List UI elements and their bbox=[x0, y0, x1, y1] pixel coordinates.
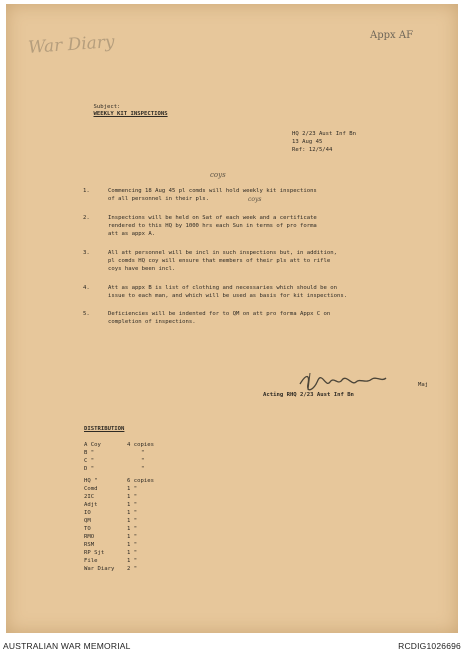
distribution-quantity: " bbox=[141, 458, 145, 464]
distribution-recipient: A Coy bbox=[84, 442, 101, 448]
distribution-quantity: 1 " bbox=[127, 494, 138, 500]
subject-line bbox=[80, 97, 168, 125]
footer-item-id: RCDIG1026696 bbox=[398, 641, 461, 651]
war-diary-handwritten: War Diary bbox=[27, 32, 116, 58]
paragraph-number: 5. bbox=[83, 311, 90, 317]
distribution-quantity: 1 " bbox=[127, 526, 138, 532]
distribution-quantity: 1 " bbox=[127, 502, 138, 508]
appendix-handwritten: Appx AF bbox=[370, 30, 414, 41]
paragraph-1-annotation-2: coys bbox=[248, 196, 262, 203]
paragraph-line: rendered to this HQ by 1000 hrs each Sun in terms of pro forma bbox=[108, 223, 317, 229]
paragraph-line: coys have been incl. bbox=[108, 266, 176, 272]
paragraph-number: 3. bbox=[83, 250, 90, 256]
distribution-quantity: 2 " bbox=[127, 566, 138, 572]
reference-unit: HQ 2/23 Aust Inf Bn bbox=[292, 131, 356, 137]
distribution-recipient: IO bbox=[84, 510, 91, 516]
paragraph-1-annotation: coys bbox=[210, 171, 226, 179]
reference-ref: Ref: 12/5/44 bbox=[292, 147, 333, 153]
paragraph-line: issue to each man, and which will be used as basis for kit inspections. bbox=[108, 293, 348, 299]
distribution-recipient: B " bbox=[84, 450, 95, 456]
paragraph-number: 4. bbox=[83, 285, 90, 291]
distribution-quantity: 1 " bbox=[127, 542, 138, 548]
distribution-recipient: D " bbox=[84, 466, 95, 472]
distribution-recipient: RSM bbox=[84, 542, 95, 548]
distribution-quantity: 4 copies bbox=[127, 442, 154, 448]
footer-credit: AUSTRALIAN WAR MEMORIAL bbox=[3, 641, 131, 651]
paragraph-line: Deficiencies will be indented for to QM on att pro forma Appx C on bbox=[108, 311, 331, 317]
subject-label: Subject: bbox=[93, 104, 121, 110]
distribution-quantity: 1 " bbox=[127, 534, 138, 540]
distribution-recipient: RMO bbox=[84, 534, 95, 540]
paragraph-line: Att as appx B is list of clothing and necessaries which should be on bbox=[108, 285, 338, 291]
distribution-quantity: 1 " bbox=[127, 518, 138, 524]
paragraph-line: Commencing 18 Aug 45 pl comds will hold weekly kit inspections bbox=[108, 188, 317, 194]
paragraph-line: att as appx A. bbox=[108, 231, 156, 237]
signature-rank: Maj bbox=[418, 382, 429, 388]
paragraph-line: completion of inspections. bbox=[108, 319, 196, 325]
distribution-quantity: 1 " bbox=[127, 486, 138, 492]
distribution-recipient: Comd bbox=[84, 486, 98, 492]
distribution-quantity: 1 " bbox=[127, 550, 138, 556]
reference-date: 13 Aug 45 bbox=[292, 139, 323, 145]
signature-title: Acting RHQ 2/23 Aust Inf Bn bbox=[263, 392, 354, 398]
distribution-recipient: HQ " bbox=[84, 478, 98, 484]
paragraph-number: 1. bbox=[83, 188, 90, 194]
subject-value: WEEKLY KIT INSPECTIONS bbox=[93, 111, 168, 117]
paragraph-line: pl comds HQ coy will ensure that members of their pls att to rifle bbox=[108, 258, 331, 264]
distribution-quantity: " bbox=[141, 466, 145, 472]
distribution-quantity: 1 " bbox=[127, 510, 138, 516]
distribution-recipient: TO bbox=[84, 526, 91, 532]
distribution-heading: DISTRIBUTION bbox=[84, 426, 125, 432]
document-page bbox=[6, 4, 458, 633]
signature-icon bbox=[296, 370, 388, 392]
distribution-recipient: C " bbox=[84, 458, 95, 464]
distribution-recipient: File bbox=[84, 558, 98, 564]
distribution-recipient: War Diary bbox=[84, 566, 115, 572]
distribution-quantity: 1 " bbox=[127, 558, 138, 564]
paragraph-line: All att personnel will be incl in such inspections but, in addition, bbox=[108, 250, 338, 256]
distribution-recipient: 2IC bbox=[84, 494, 95, 500]
distribution-recipient: Adjt bbox=[84, 502, 98, 508]
paragraph-number: 2. bbox=[83, 215, 90, 221]
distribution-recipient: QM bbox=[84, 518, 91, 524]
paragraph-line: Inspections will be held on Sat of each week and a certificate bbox=[108, 215, 317, 221]
distribution-quantity: 6 copies bbox=[127, 478, 154, 484]
distribution-recipient: RP Sjt bbox=[84, 550, 105, 556]
paragraph-line: of all personnel in their pls. bbox=[108, 196, 210, 202]
distribution-quantity: " bbox=[141, 450, 145, 456]
